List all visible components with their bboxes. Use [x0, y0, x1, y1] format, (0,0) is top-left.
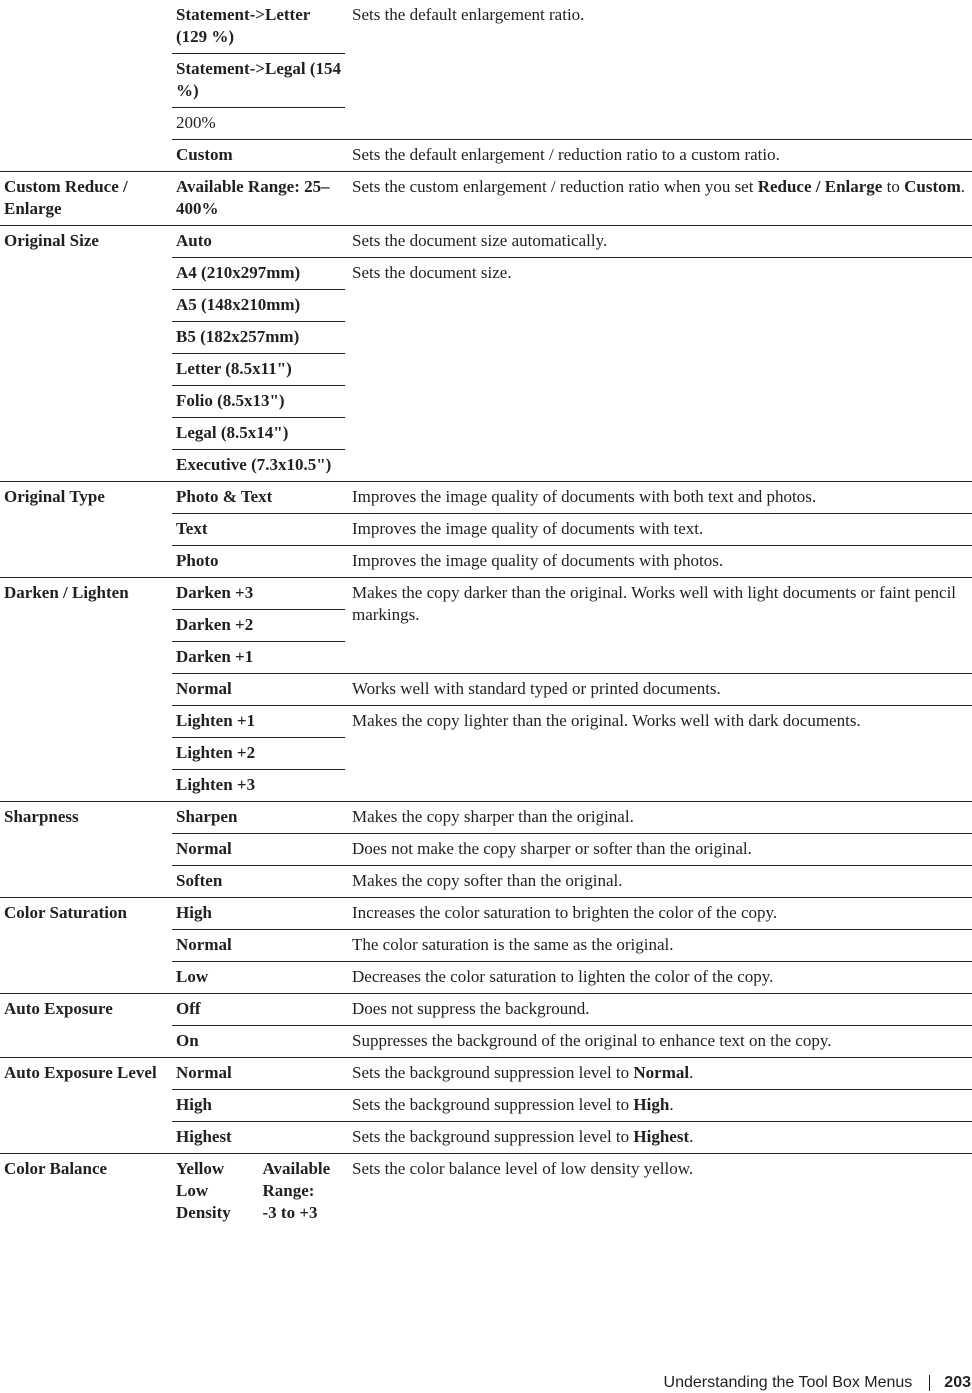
page-footer [664, 1373, 972, 1393]
setting-cell: Text [172, 514, 345, 546]
page-number: 203 [944, 1374, 971, 1391]
setting-cell: Executive (7.3x10.5") [172, 450, 345, 482]
item-cell-color-balance: Color Balance [0, 1154, 172, 1230]
setting-cell: Off [172, 994, 345, 1026]
description-cell: Sets the background suppression level to Normal. [345, 1058, 972, 1090]
setting-cell: Soften [172, 866, 345, 898]
setting-cell: A4 (210x297mm) [172, 258, 345, 290]
setting-cell: Legal (8.5x14") [172, 418, 345, 450]
description-cell: Sets the document size automatically. [345, 226, 972, 258]
setting-cell: Yellow Low Density [172, 1154, 259, 1230]
item-cell-original-size: Original Size [0, 226, 172, 482]
item-cell-original-type: Original Type [0, 482, 172, 578]
description-cell: Makes the copy darker than the original. Works well with light documents or faint pencil markings. [345, 578, 972, 674]
setting-cell: Statement->Legal (154 %) [172, 54, 345, 108]
item-cell [0, 0, 172, 54]
description-cell: Sets the document size. [345, 258, 972, 482]
description-cell: Suppresses the background of the original to enhance text on the copy. [345, 1026, 972, 1058]
setting-cell: Photo & Text [172, 482, 345, 514]
setting-cell: Lighten +3 [172, 770, 345, 802]
item-cell-sharpness: Sharpness [0, 802, 172, 898]
setting-cell: 200% [172, 108, 345, 140]
description-cell: Improves the image quality of documents with both text and photos. [345, 482, 972, 514]
description-cell: The color saturation is the same as the original. [345, 930, 972, 962]
description-cell: Makes the copy sharper than the original. [345, 802, 972, 834]
setting-cell: Auto [172, 226, 345, 258]
description-cell: Improves the image quality of documents with text. [345, 514, 972, 546]
setting-cell: Darken +2 [172, 610, 345, 642]
setting-cell: On [172, 1026, 345, 1058]
setting-cell: Available Range: 25–400% [172, 172, 345, 226]
description-cell: Sets the background suppression level to High. [345, 1090, 972, 1122]
setting-cell: Darken +1 [172, 642, 345, 674]
setting-cell: Normal [172, 834, 345, 866]
setting-cell: Photo [172, 546, 345, 578]
description-cell: Increases the color saturation to brighten the color of the copy. [345, 898, 972, 930]
setting-cell: B5 (182x257mm) [172, 322, 345, 354]
description-cell: Makes the copy lighter than the original. Works well with dark documents. [345, 706, 972, 802]
description-cell: Sets the color balance level of low density yellow. [345, 1154, 972, 1230]
setting-cell: Normal [172, 674, 345, 706]
item-cell-auto-exposure-level: Auto Exposure Level [0, 1058, 172, 1154]
item-cell-custom-reduce: Custom Reduce / Enlarge [0, 172, 172, 226]
setting-cell: Highest [172, 1122, 345, 1154]
setting-cell: Statement->Letter (129 %) [176, 5, 310, 46]
description-cell: Makes the copy softer than the original. [345, 866, 972, 898]
description-cell: Sets the custom enlargement / reduction ratio when you set Reduce / Enlarge to Custom. [345, 172, 972, 226]
setting-cell: High [172, 1090, 345, 1122]
setting-cell: Sharpen [172, 802, 345, 834]
setting-cell: Normal [172, 1058, 345, 1090]
description-cell: Does not make the copy sharper or softer than the original. [345, 834, 972, 866]
setting-cell: Folio (8.5x13") [172, 386, 345, 418]
description-cell: Sets the default enlargement ratio. [352, 5, 585, 24]
setting-cell: Normal [172, 930, 345, 962]
footer-section-title: Understanding the Tool Box Menus [663, 1374, 913, 1391]
description-cell: Improves the image quality of documents with photos. [345, 546, 972, 578]
description-cell: Sets the background suppression level to Highest. [345, 1122, 972, 1154]
description-cell: Works well with standard typed or printed documents. [345, 674, 972, 706]
description-cell: Does not suppress the background. [345, 994, 972, 1026]
item-cell-auto-exposure: Auto Exposure [0, 994, 172, 1058]
item-cell-darken-lighten: Darken / Lighten [0, 578, 172, 802]
setting-cell: Darken +3 [172, 578, 345, 610]
range-cell: Available Range: -3 to +3 [259, 1154, 346, 1230]
description-cell: Sets the default enlargement / reduction ratio to a custom ratio. [345, 140, 972, 172]
setting-cell: Low [172, 962, 345, 994]
setting-cell: High [172, 898, 345, 930]
setting-cell: Lighten +1 [172, 706, 345, 738]
setting-cell: Custom [172, 140, 345, 172]
setting-cell: Lighten +2 [172, 738, 345, 770]
footer-divider [929, 1375, 930, 1391]
setting-cell: Letter (8.5x11") [172, 354, 345, 386]
setting-cell: A5 (148x210mm) [172, 290, 345, 322]
item-cell-color-saturation: Color Saturation [0, 898, 172, 994]
description-cell: Decreases the color saturation to lighten the color of the copy. [345, 962, 972, 994]
